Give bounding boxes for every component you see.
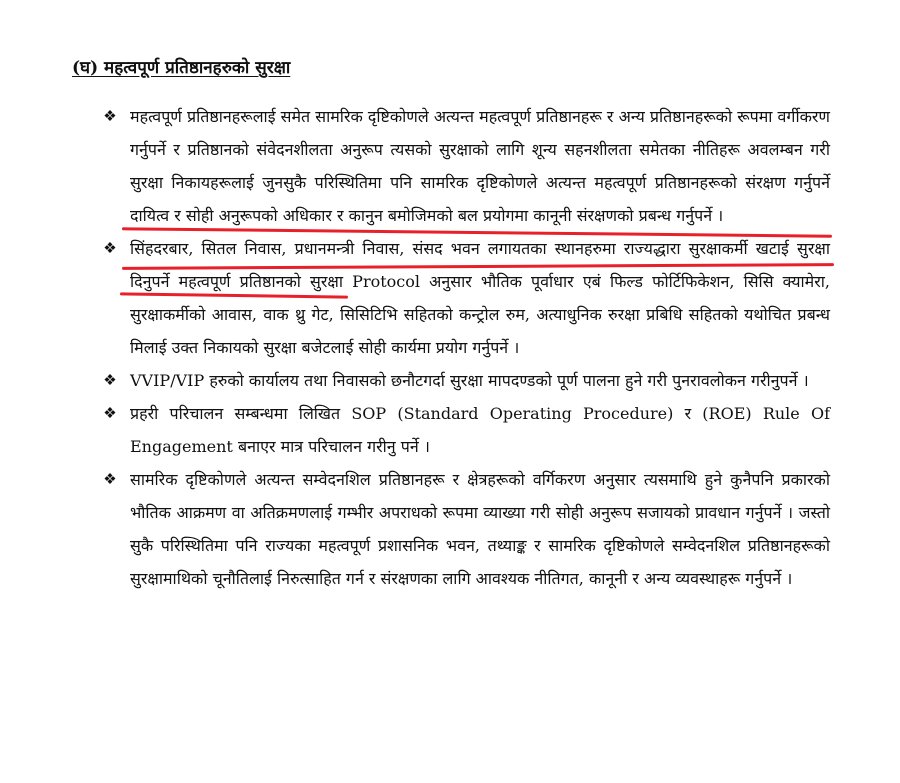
- diamond-bullet-icon: ❖: [103, 470, 117, 488]
- bullet-text: प्रहरी परिचालन सम्बन्धमा लिखित SOP (Standard Operating Procedure) र (ROE) Rule Of Engagement बनाएर मात्र परिचालन गरीनु पर्ने ।: [130, 404, 830, 456]
- bullet-text: सामरिक दृष्टिकोणले अत्यन्त सम्वेदनशिल प्रतिष्ठानहरू र क्षेत्रहरूको वर्गिकरण अनुसार त्यसमाथि हुने कुनैपनि प्रकारको भौतिक आक्रमण वा अतिक्रमणलाई गम्भीर अपराधको रूपमा व्याख्या गरी सोही अनुरूप सजायको प्रावधान गर्नुपर्ने । जस्तो सुकै परिस्थितिमा पनि राज्यका महत्वपूर्ण प्रशासनिक भवन, तथ्याङ्क र सामरिक दृष्टिकोणले सम्वेदनशिल प्रतिष्ठानहरूको सुरक्षामाथिको चूनौतिलाई निरुत्साहित गर्न र संरक्षणका लागि आवश्यक नीतिगत, कानूनी र अन्य व्यवस्थाहरू गर्नुपर्ने ।: [130, 470, 830, 588]
- list-item: [100, 100, 830, 232]
- list-item: [100, 463, 830, 595]
- section-heading: (घ) महत्वपूर्ण प्रतिष्ठानहरुको सुरक्षा: [72, 58, 291, 78]
- bullet-text: महत्वपूर्ण प्रतिष्ठानहरूलाई समेत सामरिक दृष्टिकोणले अत्यन्त महत्वपूर्ण प्रतिष्ठानहरू र अन्य प्रतिष्ठानहरूको रूपमा वर्गीकरण गर्नुपर्ने र प्रतिष्ठानको संवेदनशीलता अनुरूप त्यसको सुरक्षाको लागि शून्य सहनशीलता समेतका नीतिहरू अवलम्बन गरी सुरक्षा निकायहरूलाई जुनसुकै परिस्थितिमा पनि सामरिक दृष्टिकोणले अत्यन्त महत्वपूर्ण प्रतिष्ठानहरूको संरक्षण गर्नुपर्ने दायित्व र सोही अनुरूपको अधिकार र कानुन बमोजिमको बल प्रयोगमा कानूनी संरक्षणको प्रबन्ध गर्नुपर्ने ।: [130, 107, 830, 225]
- diamond-bullet-icon: ❖: [103, 239, 117, 257]
- bullet-text: सिंहदरबार, सितल निवास, प्रधानमन्त्री निवास, संसद भवन लगायतका स्थानहरुमा राज्यद्धारा सुरक्षाकर्मी खटाई सुरक्षा दिनुपर्ने महत्वपूर्ण प्रतिष्ठानको सुरक्षा Protocol अनुसार भौतिक पूर्वाधार एबं फिल्ड फोर्टिफिकेशन, सिसि क्यामेरा, सुरक्षाकर्मीको आवास, वाक थ्रु गेट, सिसिटिभि सहितको कन्ट्रोल रुम, अत्याधुनिक रुरक्षा प्रबिधि सहितको यथोचित प्रबन्ध मिलाई उक्त निकायको सुरक्षा बजेटलाई सोही कार्यमा प्रयोग गर्नुपर्ने ।: [130, 239, 830, 357]
- diamond-bullet-icon: ❖: [103, 371, 117, 389]
- bullet-text: VVIP/VIP हरुको कार्यालय तथा निवासको छनौटगर्दा सुरक्षा मापदण्डको पूर्ण पालना हुने गरी पुनरावलोकन गरीनुपर्ने ।: [130, 371, 809, 390]
- list-item: [100, 232, 830, 364]
- diamond-bullet-icon: ❖: [103, 107, 117, 125]
- list-item: [100, 397, 830, 463]
- bullet-list: [100, 100, 830, 595]
- list-item: [100, 364, 830, 397]
- diamond-bullet-icon: ❖: [103, 404, 117, 422]
